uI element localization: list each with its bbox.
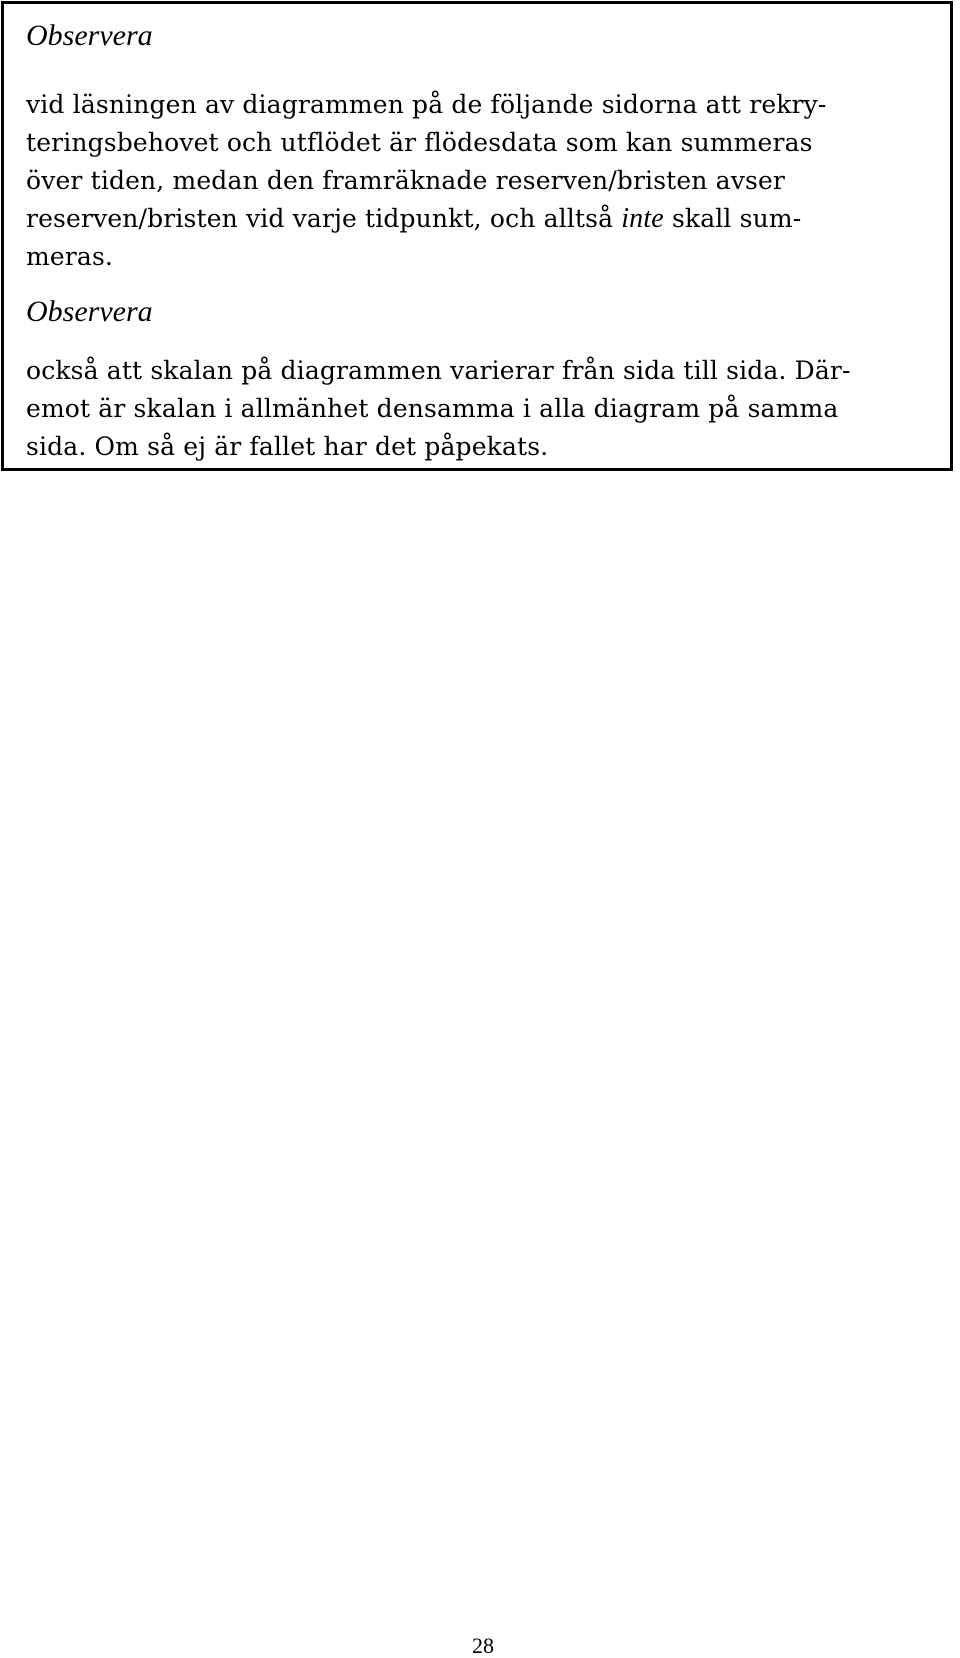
paragraph-2-line-1: också att skalan på diagrammen varierar från sida till sida. Där- xyxy=(26,356,851,385)
note-heading-2: Observera xyxy=(26,295,153,328)
paragraph-1-line-3: över tiden, medan den framräknade reserven/bristen avser xyxy=(26,166,786,195)
note-box xyxy=(1,1,953,471)
paragraph-1-line-2: teringsbehovet och utflödet är flödesdata som kan summeras xyxy=(26,128,813,157)
paragraph-2-line-2: emot är skalan i allmänhet densamma i alla diagram på samma xyxy=(26,394,839,423)
paragraph-1-line-1: vid läsningen av diagrammen på de följande sidorna att rekry- xyxy=(26,90,827,119)
note-paragraph-2 xyxy=(26,352,928,466)
note-paragraph-1 xyxy=(26,86,928,276)
page-number: 28 xyxy=(472,1633,494,1658)
paragraph-1-line-4-before: reserven/bristen vid varje tidpunkt, och alltså xyxy=(26,204,622,233)
paragraph-2-line-3: sida. Om så ej är fallet har det påpekats. xyxy=(26,432,549,461)
paragraph-1-line-4 xyxy=(26,200,928,238)
paragraph-1-line-4-after: skall sum- xyxy=(663,204,802,233)
note-heading-1: Observera xyxy=(26,19,153,52)
emphasis-inte: inte xyxy=(621,203,664,234)
paragraph-1-line-5: meras. xyxy=(26,242,114,271)
